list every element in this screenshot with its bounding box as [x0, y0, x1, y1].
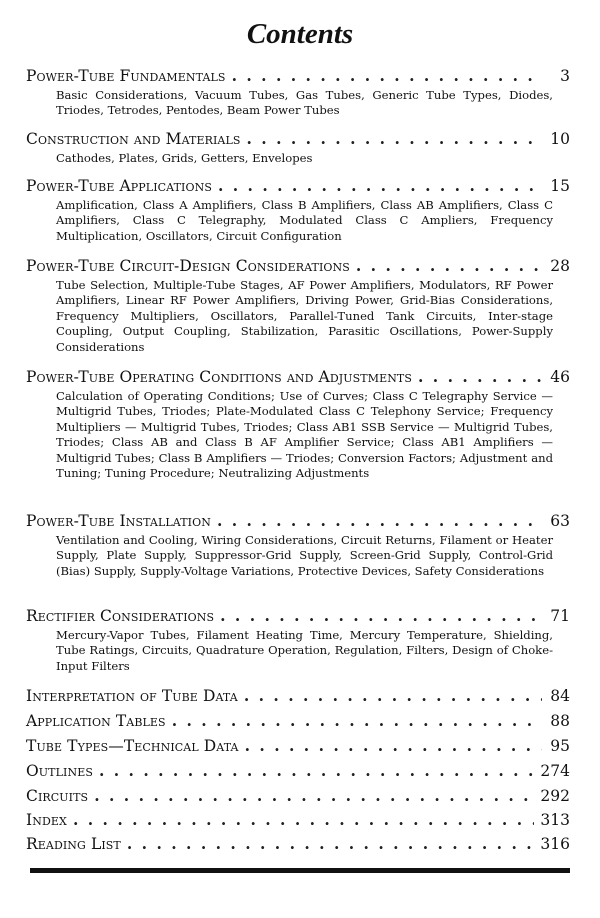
toc-entry[interactable]: [26, 129, 570, 166]
toc-heading-row[interactable]: [26, 129, 570, 148]
dot-leader: [247, 129, 542, 148]
page-title: Contents: [246, 18, 354, 50]
dot-leader: [244, 686, 542, 705]
dot-leader: [356, 256, 542, 275]
toc-heading[interactable]: Power-Tube Fundamentals: [26, 67, 226, 85]
toc-heading[interactable]: Rectifier Considerations: [26, 607, 215, 625]
toc-description: Mercury-Vapor Tubes, Filament Heating Time, Mercury Temperature, Shielding, Tube Ratings, Circuits, Quadrature Operation, Regulation, Filters, Design of Choke-Input Filters: [56, 628, 553, 673]
toc-heading[interactable]: Reading List: [26, 835, 121, 853]
page-number: 15: [550, 177, 570, 195]
dot-leader: [418, 367, 542, 386]
page-number: 88: [550, 712, 570, 730]
toc-description: Tube Selection, Multiple-Tube Stages, AF Power Amplifiers, Modulators, RF Power Amplifiers, Linear RF Power Amplifiers, Driving Power, Grid-Bias Considerations, Frequency Multipliers, Oscillators, Parallel-Tuned Tank Circuits, Inter-stage Coupling, Output Coupling, Stabilization, Parasitic Oscillations, Power-Supply Considerations: [56, 278, 553, 354]
toc-entry[interactable]: [26, 176, 570, 244]
toc-heading-row[interactable]: [26, 686, 570, 705]
toc-entry[interactable]: [26, 686, 570, 705]
toc-heading-row[interactable]: [26, 810, 570, 829]
dot-leader: [73, 810, 534, 829]
dot-leader: [127, 834, 535, 853]
page-number: 10: [550, 130, 570, 148]
toc-entry[interactable]: [26, 256, 570, 355]
dot-leader: [94, 786, 534, 805]
toc-description: Amplification, Class A Amplifiers, Class B Amplifiers, Class AB Amplifiers, Class C Amplifiers, Class C Telegraphy, Modulated Class C Ampliers, Frequency Multiplication, Oscillators, Circuit Configuration: [56, 198, 553, 243]
toc-heading[interactable]: Power-Tube Circuit-Design Considerations: [26, 257, 350, 275]
toc-description: Calculation of Operating Conditions; Use of Curves; Class C Telegraphy Service — Multigrid Tubes, Triodes; Plate-Modulated Class C Telephony Service; Frequency Multipliers — Multigrid Tubes, Triodes; Class AB1 SSB Service — Multigrid Tubes, Triodes; Class AB and Class B AF Amplifier Service; Class AB1 Amplifiers — Multigrid Tubes; Class B Amplifiers — Triodes; Conversion Factors; Adjustment and Tuning; Tuning Procedure; Neutralizing Adjustments: [56, 389, 553, 481]
toc-heading[interactable]: Power-Tube Installation: [26, 512, 211, 530]
page-number: 46: [550, 368, 570, 386]
page-number: 316: [540, 835, 570, 853]
toc-heading[interactable]: Interpretation of Tube Data: [26, 687, 238, 705]
toc-heading[interactable]: Tube Types—Technical Data: [26, 737, 239, 755]
dot-leader: [99, 761, 534, 780]
page-number: 274: [540, 762, 570, 780]
dot-leader: [172, 711, 542, 730]
toc-entry[interactable]: [26, 761, 570, 780]
toc-entry[interactable]: [26, 834, 570, 853]
toc-entry[interactable]: [26, 511, 570, 579]
toc-heading[interactable]: Circuits: [26, 787, 89, 805]
toc-heading-row[interactable]: [26, 736, 570, 755]
toc-entry[interactable]: [26, 606, 570, 674]
toc-entry[interactable]: [26, 736, 570, 755]
toc-heading[interactable]: Outlines: [26, 762, 93, 780]
toc-heading-row[interactable]: [26, 256, 570, 275]
toc-description: Ventilation and Cooling, Wiring Considerations, Circuit Returns, Filament or Heater Supply, Plate Supply, Suppressor-Grid Supply, Screen-Grid Supply, Control-Grid (Bias) Supply, Supply-Voltage Variations, Protective Devices, Safety Considerations: [56, 533, 553, 578]
toc-entry[interactable]: [26, 711, 570, 730]
toc-entry[interactable]: [26, 810, 570, 829]
toc-heading-row[interactable]: [26, 367, 570, 386]
toc-heading[interactable]: Application Tables: [26, 712, 166, 730]
toc-heading[interactable]: Index: [26, 811, 67, 829]
bottom-rule: [30, 868, 570, 873]
page-number: 313: [540, 811, 570, 829]
toc-heading-row[interactable]: [26, 511, 570, 530]
toc-heading[interactable]: Power-Tube Operating Conditions and Adjustments: [26, 368, 413, 386]
toc-entry[interactable]: [26, 66, 570, 119]
page-number: 95: [550, 737, 570, 755]
page-number: 63: [550, 512, 570, 530]
toc-entry[interactable]: [26, 786, 570, 805]
toc-heading-row[interactable]: [26, 761, 570, 780]
toc-entry[interactable]: [26, 367, 570, 481]
toc-heading[interactable]: Construction and Materials: [26, 130, 241, 148]
page-number: 292: [540, 787, 570, 805]
page-number: 28: [550, 257, 570, 275]
toc-heading-row[interactable]: [26, 66, 570, 85]
page-number: 3: [560, 67, 570, 85]
toc-heading-row[interactable]: [26, 711, 570, 730]
toc-heading-row[interactable]: [26, 606, 570, 625]
toc-description: Basic Considerations, Vacuum Tubes, Gas Tubes, Generic Tube Types, Diodes, Triodes, Tetrodes, Pentodes, Beam Power Tubes: [56, 88, 553, 118]
dot-leader: [217, 511, 542, 530]
page-number: 84: [550, 687, 570, 705]
toc-description: Cathodes, Plates, Grids, Getters, Envelopes: [56, 151, 313, 165]
dot-leader: [218, 176, 542, 195]
dot-leader: [245, 736, 542, 755]
toc-heading-row[interactable]: [26, 786, 570, 805]
dot-leader: [232, 66, 542, 85]
dot-leader: [220, 606, 542, 625]
toc-heading[interactable]: Power-Tube Applications: [26, 177, 212, 195]
toc-heading-row[interactable]: [26, 176, 570, 195]
page-number: 71: [550, 607, 570, 625]
toc-heading-row[interactable]: [26, 834, 570, 853]
